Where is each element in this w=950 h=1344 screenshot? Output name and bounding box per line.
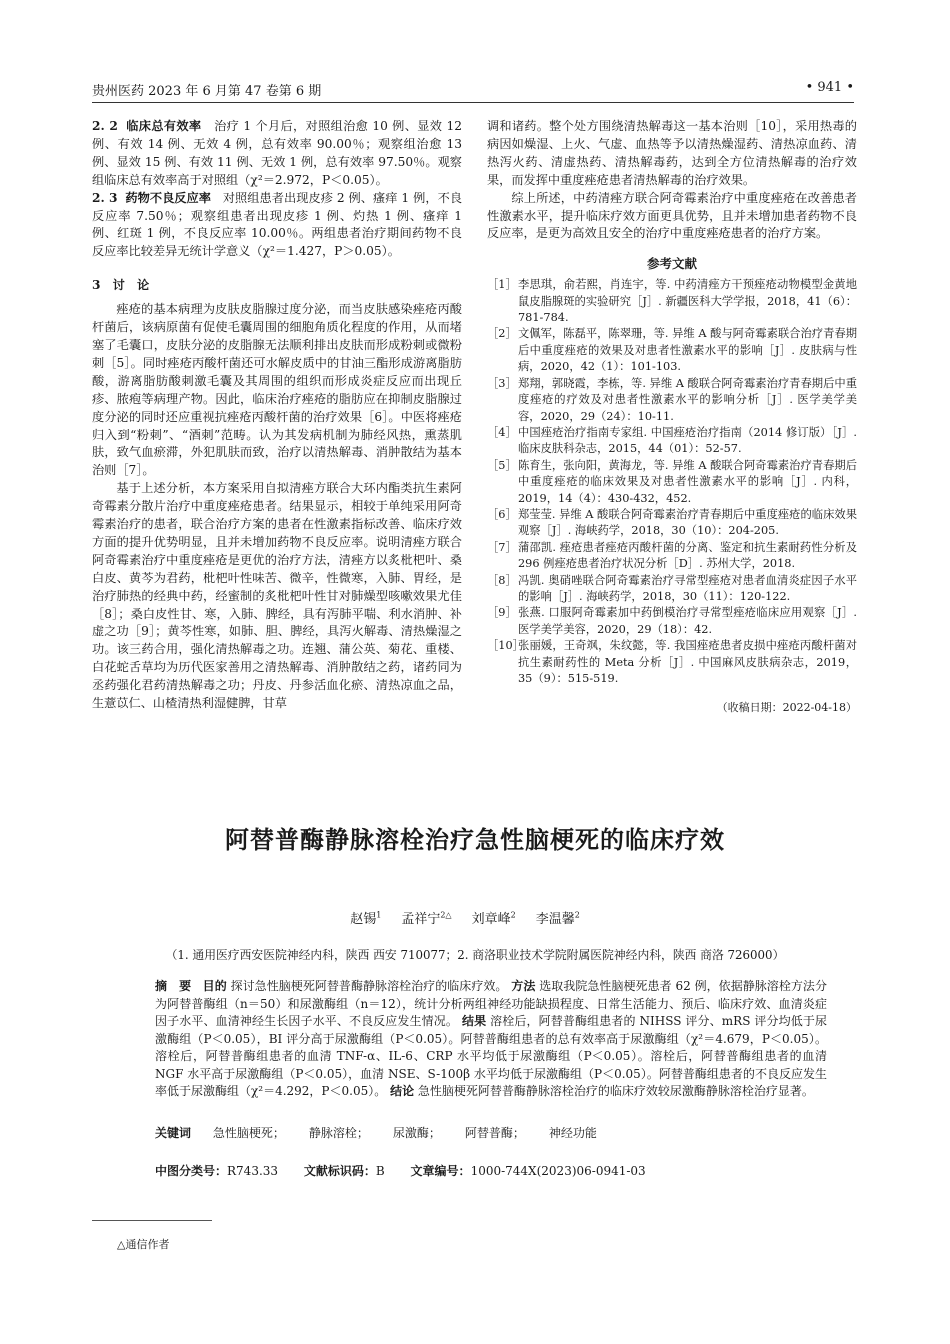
header-rule bbox=[92, 102, 854, 103]
method-text: 选取我院急性脑梗死患者 62 例，依据静脉溶栓方法分为阿替普酶组（n＝50）和尿激酶组（n＝12），统计分析两组神经功能缺损程度、日常生活能力、预后、临床疗效、血清炎症因子水平、血清神经生长因子水平、不良反应发生情况。 bbox=[155, 979, 827, 1028]
article-title: 阿替普酶静脉溶栓治疗急性脑梗死的临床疗效 bbox=[225, 826, 725, 854]
reference-text: 张燕. 口服阿奇霉素加中药倒模治疗寻常型痤疮临床应用观察［J］. 医学美学美容，2020，29（18）：42. bbox=[518, 606, 857, 636]
page-number: • 941 • bbox=[805, 80, 854, 95]
footnote: △通信作者 bbox=[117, 1238, 170, 1251]
reference-item bbox=[487, 638, 857, 687]
keyword: 尿激酶； bbox=[392, 1126, 441, 1140]
author-name: 李温馨 bbox=[535, 912, 575, 927]
reference-text: 郑莹莹. 异维 A 酸联合阿奇霉素治疗青春期后中重度痤疮的临床效果观察［J］. 海峡药学，2018，30（10）：204-205. bbox=[518, 507, 857, 538]
clc-label: 中图分类号： bbox=[155, 1164, 228, 1178]
author-affiliation-mark: 1 bbox=[376, 910, 382, 920]
doc-code-label: 文献标识码： bbox=[303, 1164, 376, 1178]
author-name: 赵锡 bbox=[350, 912, 377, 927]
author-list bbox=[0, 908, 950, 927]
keyword: 静脉溶栓； bbox=[308, 1126, 369, 1140]
author bbox=[536, 912, 580, 927]
section-label: 2. 3 bbox=[92, 190, 118, 205]
reference-number: ［8］ bbox=[487, 573, 517, 587]
author-affiliation-mark: 2△ bbox=[440, 910, 452, 920]
author-name: 孟祥宁 bbox=[401, 912, 441, 927]
clc-value: R743.33 bbox=[227, 1164, 279, 1178]
reference-text: 蒲邵凯. 痤疮患者痤疮丙酸杆菌的分离、鉴定和抗生素耐药性分析及 296 例痤疮患者治疗状况分析［D］. 苏州大学，2018. bbox=[518, 540, 857, 571]
conclusion-label: 结论 bbox=[390, 1084, 415, 1098]
left-column bbox=[92, 118, 462, 713]
article-no-value: 1000-744X(2023)06-0941-03 bbox=[470, 1164, 646, 1178]
right-column bbox=[487, 118, 857, 717]
reference-text: 中国痤疮治疗指南专家组. 中国痤疮治疗指南（2014 修订版）［J］. 临床皮肤科杂志，2015，44（01）：52-57. bbox=[518, 425, 857, 456]
reference-list bbox=[487, 277, 857, 687]
reference-number: ［10］ bbox=[487, 639, 524, 653]
abstract-label: 摘 要 bbox=[155, 979, 192, 993]
reference-number: ［6］ bbox=[487, 507, 517, 521]
section-heading: 药物不良反应率 bbox=[125, 190, 212, 205]
conclusion-text: 急性脑梗死阿替普酶静脉溶栓治疗的临床疗效较尿激酶静脉溶栓治疗显著。 bbox=[417, 1084, 814, 1098]
keyword: 阿替普酶； bbox=[464, 1126, 525, 1140]
reference-text: 郑翔，郭晓霞，李栋，等. 异维 A 酸联合阿奇霉素治疗青春期后中重度痤疮的疗效及对患者性激素水平的影响分析［J］. 医学美学美容，2020，29（24）：10-11. bbox=[518, 376, 857, 423]
reference-item bbox=[487, 326, 857, 375]
keywords-label: 关键词 bbox=[155, 1126, 192, 1140]
affiliation: （1. 通用医疗西安医院神经内科，陕西 西安 710077；2. 商洛职业技术学院附属医院神经内科，陕西 商洛 726000） bbox=[165, 948, 785, 962]
reference-text: 文佩军，陈磊平，陈翠珊，等. 异维 A 酸与阿奇霉素联合治疗青春期后中重度痤疮的效果及对患者性激素水平的影响［J］. 皮肤病与性病，2020，42（1）：101-103. bbox=[518, 327, 857, 374]
author bbox=[350, 912, 381, 927]
author bbox=[472, 912, 516, 927]
classification-line bbox=[155, 1162, 668, 1179]
references-heading: 参考文献 bbox=[646, 256, 697, 272]
reference-number: ［7］ bbox=[487, 540, 517, 554]
objective-label: 目的 bbox=[202, 979, 227, 993]
result-text: 溶栓后，阿替普酶组患者的 NIHSS 评分、mRS 评分均低于尿激酶组（P＜0.05），BI 评分高于尿激酶组（P＜0.05）。阿替普酶组患者的总有效率高于尿激酶组（χ²＝4.679，P＜0.05）。溶栓后，阿替普酶组患者的血清 TNF-α、IL-6、CRP 水平均低于尿激酶组（P＜0.05）。溶栓后，阿替普酶组患者的血清 NGF 水平高于尿激酶组（P＜0.05），血清 NSE、S-100β 水平均低于尿激酶组（P＜0.05）。阿替普酶组患者的不良反应发生率低于尿激酶组（χ²＝4.292，P＜0.05）。 bbox=[155, 1014, 827, 1098]
reference-text: 李思琪，俞若熙，肖连宇，等. 中药清痤方干预痤疮动物模型金黄地鼠皮脂腺斑的实验研究［J］. 新疆医科大学学报，2018，41（6）：781-784. bbox=[518, 278, 857, 325]
section-2-2 bbox=[92, 118, 462, 190]
result-label: 结果 bbox=[461, 1014, 487, 1028]
reference-number: ［2］ bbox=[487, 327, 517, 341]
journal-header: 贵州医药 2023 年 6 月第 47 卷第 6 期 bbox=[92, 84, 322, 99]
reference-item bbox=[487, 573, 857, 606]
reference-number: ［1］ bbox=[487, 278, 517, 292]
section-text: 治疗 1 个月后，对照组治愈 10 例、显效 12 例、有效 14 例、无效 4 例，总有效率 90.00％；观察组治愈 13 例、显效 15 例、有效 11 例、无效 1 例，总有效率 97.50％。观察组临床总有效率高于对照组（χ²＝2.972，P＜0.05）。 bbox=[92, 119, 463, 187]
author-affiliation-mark: 2 bbox=[574, 910, 580, 920]
reference-text: 冯凯. 奥硝唑联合阿奇霉素治疗寻常型痤疮对患者血清炎症因子水平的影响［J］. 海峡药学，2018，30（11）：120-122. bbox=[518, 573, 857, 603]
reference-text: 张丽媛，王奇飒，朱纹懿，等. 我国痤疮患者皮损中痤疮丙酸杆菌对抗生素耐药性的 Meta 分析［J］. 中国麻风皮肤病杂志，2019，35（9）：515-519. bbox=[518, 639, 857, 685]
keyword: 急性脑梗死； bbox=[212, 1126, 285, 1140]
author-name: 刘章峰 bbox=[471, 912, 511, 927]
section-text: 对照组患者出现皮疹 2 例、瘙痒 1 例，不良反应率 7.50％；观察组患者出现皮疹 1 例、灼热 1 例、瘙痒 1 例、红斑 1 例，不良反应率 10.00％。两组患者治疗期间药物不良反应率比较差异无统计学意义（χ²＝1.427，P＞0.05）。 bbox=[92, 190, 463, 259]
article-no-label: 文章编号： bbox=[410, 1164, 471, 1178]
discussion-paragraph: 调和诸药。整个处方围绕清热解毒这一基本治则［10］，采用热毒的病因如燥湿、上火、气虚、血热等予以清热燥湿药、清热凉血药、清热泻火药、清虚热药、清热解毒药，达到全方位清热解毒的治疗效果，而发挥中重度痤疮患者清热解毒的治疗效果。 bbox=[487, 119, 857, 187]
reference-item bbox=[487, 458, 857, 507]
reference-item bbox=[487, 277, 857, 326]
footnote-rule bbox=[92, 1220, 212, 1221]
reference-item bbox=[487, 425, 857, 458]
reference-item bbox=[487, 376, 857, 425]
reference-item bbox=[487, 540, 857, 573]
keyword: 神经功能 bbox=[548, 1126, 597, 1140]
received-date: （收稿日期：2022-04-18） bbox=[716, 701, 857, 715]
reference-item bbox=[487, 605, 857, 638]
reference-number: ［5］ bbox=[487, 458, 517, 472]
doc-code-value: B bbox=[375, 1164, 385, 1178]
discussion-paragraph: 痤疮的基本病理为皮肤皮脂腺过度分泌，而当皮肤感染痤疮丙酸杆菌后，该病原菌有促使毛囊周围的细胞角质化程度的作用，从而堵塞了毛囊口，皮肤分泌的皮脂腺无法顺利排出皮肤而形成粉刺或微粉刺［5］。同时痤疮丙酸杆菌还可水解皮质中的甘油三酯形成游离脂肪酸，游离脂肪酸刺激毛囊及其周围的组织而形成炎症反应而出现丘疹、脓疱等病理产物。因此，临床治疗痤疮的脂肪应在抑制皮脂腺过度分泌的同时还应重视抗痤疮丙酸杆菌的治疗效果［6］。中医将痤疮归入到“粉刺”、“酒刺”范畴。认为其发病机制为肺经风热，熏蒸肌肤，致气血瘀滞，外犯肌肤而致，治疗以清热解毒、消肿散结为基本治则［7］。 bbox=[92, 302, 462, 478]
reference-number: ［3］ bbox=[487, 376, 517, 390]
discussion-paragraph: 基于上述分析，本方案采用自拟清痤方联合大环内酯类抗生素阿奇霉素分散片治疗中重度痤疮患者。结果显示，相较于单纯采用阿奇霉素治疗的患者，联合治疗方案的患者在性激素指标改善、临床疗效方面的提升优势明显，且并未增加药物不良反应率。说明清痤方联合阿奇霉素治疗中重度痤疮是更优的治疗方法，清痤方以炙枇杷叶、桑白皮、黄芩为君药，枇杷叶性味苦、微辛，性微寒，入肺、胃经，是治疗肺热的经典中药，经蜜制的炙枇杷叶性甘对肺燥型咳嗽效果尤佳［8］；桑白皮性甘、寒，入肺、脾经，具有泻肺平喘、利水消肿、补虚之功［9］；黄芩性寒，如肺、胆、脾经，具泻火解毒、清热燥湿之功。该三药合用，强化清热解毒之功。连翘、蒲公英、菊花、重楼、白花蛇舌草均为历代医家善用之清热解毒、消肿散结之药，诸药同为丞药强化君药清热解毒之功；丹皮、丹参活血化瘀、清热凉血之品，生薏苡仁、山楂清热利湿健脾，甘草 bbox=[92, 481, 462, 711]
reference-item bbox=[487, 507, 857, 540]
abstract bbox=[155, 978, 827, 1101]
conclusion-paragraph: 综上所述，中药清痤方联合阿奇霉素治疗中重度痤疮在改善患者性激素水平，提升临床疗效方面更具优势，且并未增加患者药物不良反应率，是更为高效且安全的治疗中重度痤疮患者的治疗方案。 bbox=[487, 190, 857, 241]
author-affiliation-mark: 2 bbox=[510, 910, 516, 920]
section-heading: 临床总有效率 bbox=[126, 119, 202, 133]
section-2-3 bbox=[92, 190, 462, 262]
method-label: 方法 bbox=[511, 979, 536, 993]
author bbox=[401, 912, 451, 927]
discussion-heading: 3 讨 论 bbox=[92, 278, 150, 293]
reference-text: 陈育生，张向阳，黄海龙，等. 异维 A 酸联合阿奇霉素治疗青春期后中重度痤疮的临床效果及对患者性激素水平的影响［J］. 内科，2019，14（4）：430-432，452. bbox=[518, 458, 857, 505]
section-label: 2. 2 bbox=[92, 119, 118, 133]
reference-number: ［4］ bbox=[487, 425, 517, 439]
reference-number: ［9］ bbox=[487, 606, 517, 620]
keywords bbox=[155, 1124, 621, 1141]
objective-text: 探讨急性脑梗死阿替普酶静脉溶栓治疗的临床疗效。 bbox=[230, 979, 508, 993]
